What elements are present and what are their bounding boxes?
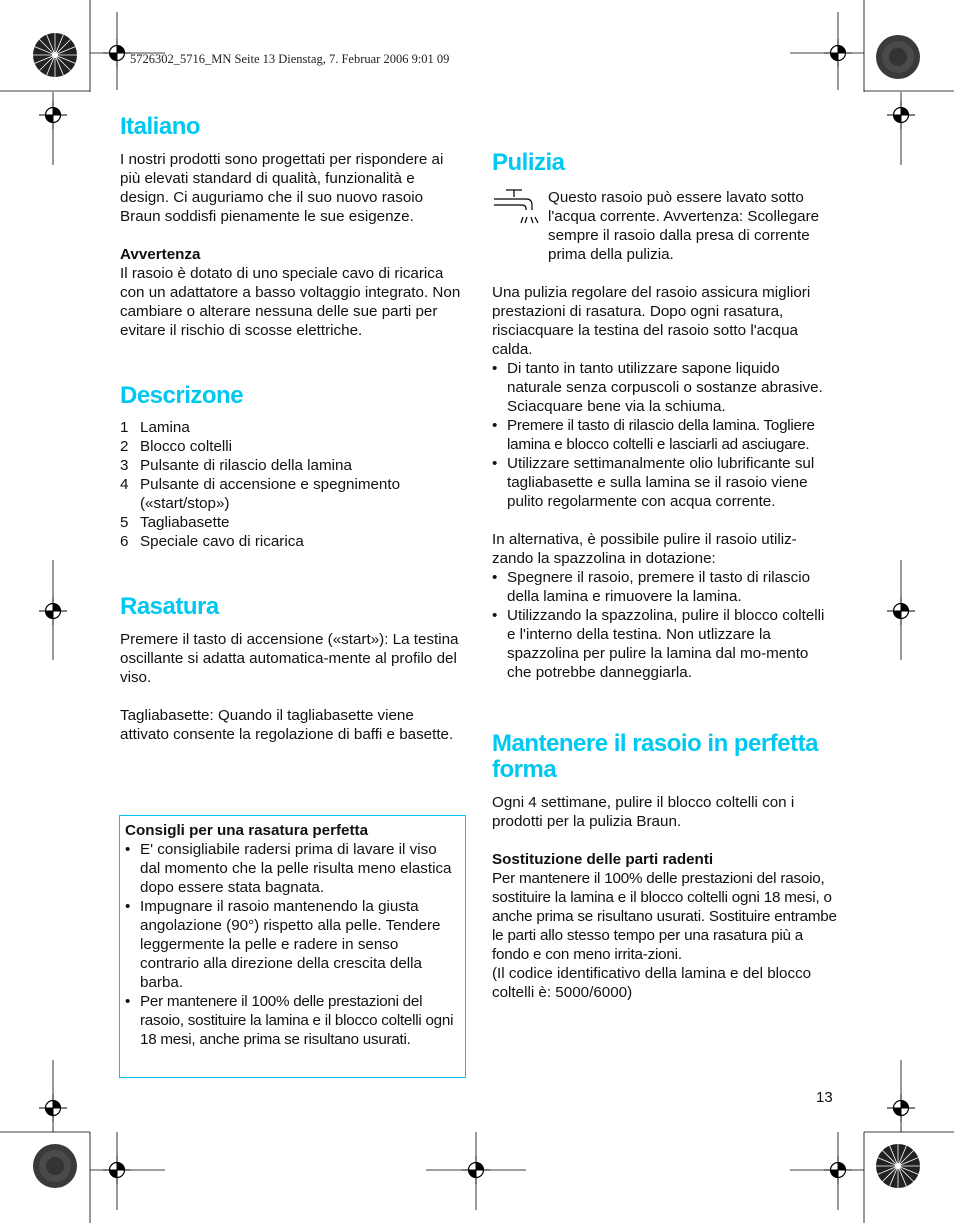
list-item: • E' consigliabile radersi prima di lavare il viso dal momento che la pelle risulta meno elastica dopo essere stata bagnata. (125, 841, 452, 896)
left-column (120, 114, 466, 744)
warning-title: Avvertenza (120, 246, 201, 263)
section-title-pulizia: Pulizia (492, 149, 565, 176)
list-item: • Per mantenere il 100% delle prestazioni del rasoio, sostituire la lamina e il blocco coltelli ogni 18 mesi, anche prima se risultano usurati. (125, 993, 454, 1048)
replacement-title: Sostituzione delle parti radenti (492, 851, 714, 868)
tagliabasette-paragraph: Tagliabasette: Quando il tagliabasette viene attivato consente la regolazione di baffi e basette. (120, 707, 454, 743)
list-item: 2 Blocco coltelli (120, 438, 233, 455)
mantenere-paragraph: Ogni 4 settimane, pulire il blocco coltelli con i prodotti per la pulizia Braun. (492, 794, 795, 830)
list-item: 3 Pulsante di rilascio della lamina (120, 457, 352, 474)
print-header-line: 5726302_5716_MN Seite 13 Dienstag, 7. Februar 2006 9:01 09 (130, 52, 450, 66)
section-title-italiano: Italiano (120, 113, 201, 140)
part-code-paragraph: (Il codice identificativo della lamina e del blocco coltelli è: 5000/6000) (492, 965, 812, 1001)
section-title-rasatura: Rasatura (120, 593, 219, 620)
list-item: • Spegnere il rasoio, premere il tasto di rilascio della lamina e rimuovere la lamina. (492, 569, 811, 605)
parts-list (120, 418, 466, 551)
section-title-mantenere: Mantenere il rasoio in perfetta forma (492, 730, 818, 783)
list-item: • Premere il tasto di rilascio della lamina. Togliere lamina e blocco coltelli e lasciarli ad asciugare. (492, 417, 815, 453)
list-item: 5 Tagliabasette (120, 514, 230, 531)
page-number: 13 (816, 1089, 833, 1106)
pulizia-intro (492, 188, 837, 264)
list-item: • Impugnare il rasoio mantenendo la giusta angolazione (90°) rispetto alla pelle. Tendere leggermente la pelle e radere in senso contrario alla direzione della crescita della barba. (125, 898, 441, 991)
list-item: 6 Speciale cavo di ricarica (120, 533, 304, 550)
section-title-descrizone: Descrizone (120, 382, 244, 409)
tips-title: Consigli per una rasatura perfetta (125, 822, 369, 839)
right-column (492, 150, 837, 1002)
tips-list (125, 840, 459, 1049)
list-item: • Di tanto in tanto utilizzare sapone liquido naturale senza corpuscoli o sostanze abrasive. Sciacquare bene via la schiuma. (492, 360, 823, 415)
warning-text: Il rasoio è dotato di uno speciale cavo di ricarica con un adattatore a basso voltaggio integrato. Non cambiare o alterare nessuna delle sue parti per evitare il rischio di scosse elettriche. (120, 265, 461, 339)
pulizia-paragraph: Una pulizia regolare del rasoio assicura migliori prestazioni di rasatura. Dopo ogni rasatura, risciacquare la testina del rasoio sotto l'acqua calda. (492, 284, 811, 358)
list-item: • Utilizzare settimanalmente olio lubrificante sul tagliabasette e sulla lamina se il rasoio viene pulito regolarmente con acqua corrente. (492, 455, 815, 510)
list-item: 4 Pulsante di accensione e spegnimento («start/stop») (120, 476, 401, 512)
alternative-paragraph: In alternativa, è possibile pulire il rasoio utiliz-zando la spazzolina in dotazione: (492, 531, 797, 567)
replacement-paragraph: Per mantenere il 100% delle prestazioni del rasoio, sostituire la lamina e il blocco coltelli ogni 18 mesi, o anche prima se risultano usurati. Sostituire entrambe le parti allo stesso tempo per una rasatura più a fondo e con meno irrita-zioni. (492, 870, 837, 963)
pulizia-list (492, 359, 837, 511)
water-tap-icon (492, 188, 548, 228)
intro-paragraph: I nostri prodotti sono progettati per rispondere ai più elevati standard di qualità, funzionalità e design. Ci auguriamo che il suo nuovo rasoio Braun soddisfi pienamente le sue esigenze. (120, 151, 444, 225)
pulizia-intro-text: Questo rasoio può essere lavato sotto l'acqua corrente. Avvertenza: Scollegare sempre il rasoio dalla presa di corrente prima della pulizia. (548, 189, 820, 263)
tips-box (119, 815, 466, 1078)
brush-list (492, 568, 837, 682)
list-item: 1 Lamina (120, 419, 190, 436)
rasatura-paragraph: Premere il tasto di accensione («start»): La testina oscillante si adatta automatica-mente al profilo del viso. (120, 631, 459, 686)
list-item: • Utilizzando la spazzolina, pulire il blocco coltelli e l'interno della testina. Non utlizzare la spazzolina per pulire la lamina dal mo-mento che potrebbe danneggiarla. (492, 607, 825, 681)
